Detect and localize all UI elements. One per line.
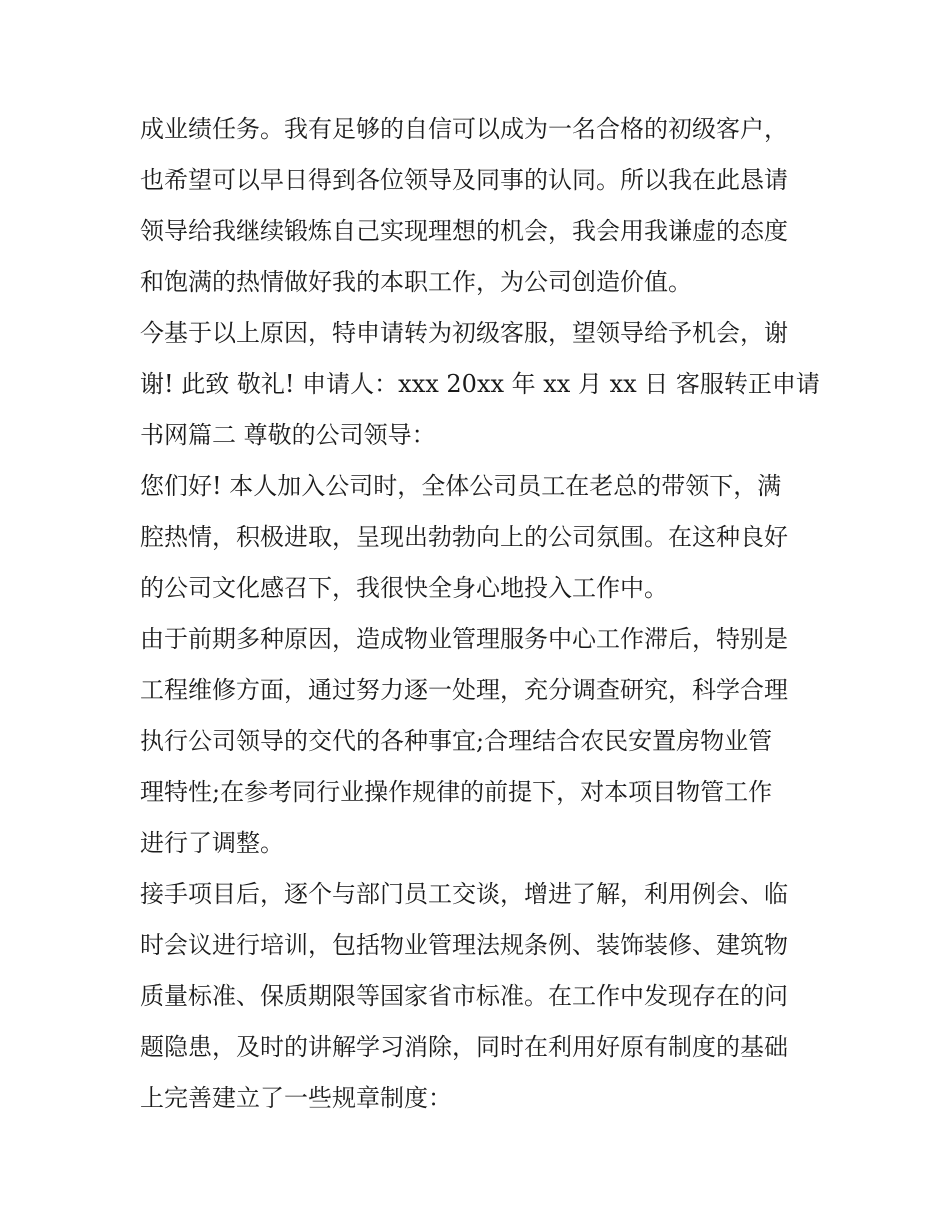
text-line: 工程维修方面，通过努力逐一处理，充分调查研究，科学合理 — [140, 676, 788, 704]
document-body — [140, 104, 820, 1124]
text-line: 接手项目后，逐个与部门员工交谈，增进了解，利用例会、临 — [140, 880, 788, 908]
text-line: 谢! 此致 敬礼! 申请人：xxx 20xx 年 xx 月 xx 日 客服转正申请 — [140, 370, 820, 398]
text-line: 执行公司领导的交代的各种事宜;合理结合农民安置房物业管 — [140, 727, 773, 755]
text-line: 今基于以上原因，特申请转为初级客服，望领导给予机会，谢 — [140, 319, 788, 347]
text-line: 进行了调整。 — [140, 829, 284, 857]
text-line: 书网篇二 尊敬的公司领导： — [140, 421, 436, 449]
text-line: 题隐患，及时的讲解学习消除，同时在利用好原有制度的基础 — [140, 1033, 788, 1061]
text-line: 理特性;在参考同行业操作规律的前提下，对本项目物管工作 — [140, 778, 773, 806]
text-line: 也希望可以早日得到各位领导及同事的认同。所以我在此恳请 — [140, 166, 788, 194]
text-line: 由于前期多种原因，造成物业管理服务中心工作滞后，特别是 — [140, 625, 788, 653]
text-line: 和饱满的热情做好我的本职工作，为公司创造价值。 — [140, 268, 692, 296]
text-line: 您们好! 本人加入公司时，全体公司员工在老总的带领下，满 — [140, 472, 782, 500]
text-line: 腔热情，积极进取，呈现出勃勃向上的公司氛围。在这种良好 — [140, 523, 788, 551]
text-line: 时会议进行培训，包括物业管理法规条例、装饰装修、建筑物 — [140, 931, 788, 959]
text-line: 质量标准、保质期限等国家省市标准。在工作中发现存在的问 — [140, 982, 788, 1010]
text-line: 领导给我继续锻炼自己实现理想的机会，我会用我谦虚的态度 — [140, 217, 788, 245]
text-line: 成业绩任务。我有足够的自信可以成为一名合格的初级客户， — [140, 115, 788, 143]
text-line: 上完善建立了一些规章制度： — [140, 1084, 452, 1112]
text-line: 的公司文化感召下，我很快全身心地投入工作中。 — [140, 574, 668, 602]
